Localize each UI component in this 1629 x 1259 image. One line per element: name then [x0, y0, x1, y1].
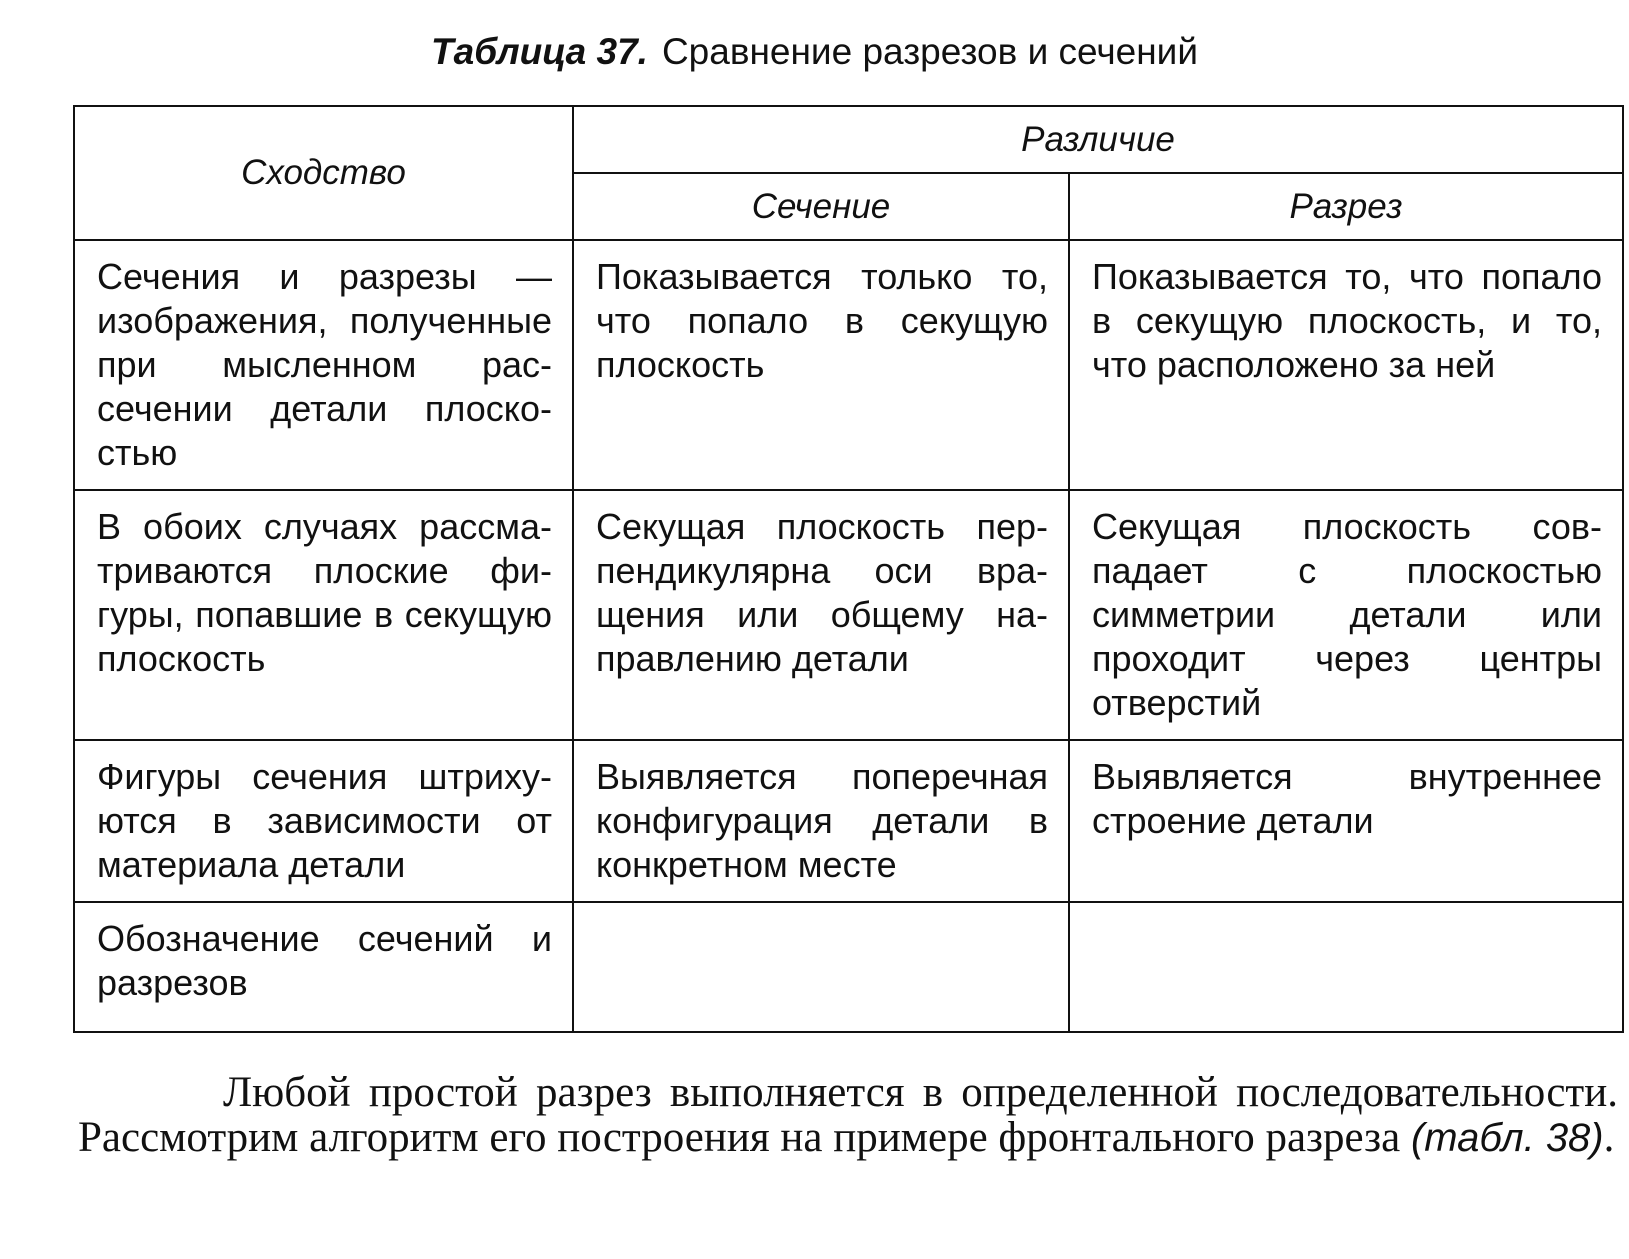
cell-cut: Показывается то, что попало в секущую плоскость, и то, что расположено за ней: [1069, 240, 1623, 490]
cell-cut: [1069, 902, 1623, 1032]
table-row: [74, 740, 1623, 902]
paragraph-end: .: [1603, 1114, 1615, 1161]
table-caption: [0, 28, 1629, 76]
header-cut: Разрез: [1069, 173, 1623, 240]
cell-section: Показывается только то, что попало в секущую плоскость: [573, 240, 1069, 490]
table-caption-title: Сравнение разрезов и сечений: [661, 31, 1198, 72]
cell-similarity: Сечения и разрезы — изображения, полученные при мысленном рассечении детали плоскостью: [74, 240, 573, 490]
cell-cut: Выявляется внутреннее строение детали: [1069, 740, 1623, 902]
cell-similarity: Обозначение сечений и разрезов: [74, 902, 573, 1032]
header-similarity: Сходство: [74, 106, 573, 240]
cell-section: Секущая плоскость перпендикулярна оси вращения или общему направлению детали: [573, 490, 1069, 740]
table-row: [74, 902, 1623, 1032]
cell-similarity: Фигуры сечения штрихуются в зависимости от материала детали: [74, 740, 573, 902]
table-reference-link: (табл. 38): [1410, 1116, 1604, 1160]
header-section: Сечение: [573, 173, 1069, 240]
paragraph-text: Любой простой разрез выполняется в определенной последовательности. Рассмотрим алгоритм его построения на примере фронтального разреза: [78, 1069, 1618, 1161]
cell-similarity: В обоих случаях рассматриваются плоские фигуры, попавшие в секущую плоскость: [74, 490, 573, 740]
cell-section: [573, 902, 1069, 1032]
cropped-text-fragment: [480, 0, 980, 6]
table-caption-label: Таблица 37.: [431, 31, 648, 72]
body-paragraph: [78, 1070, 1618, 1161]
table-row: [74, 240, 1623, 490]
comparison-table: [73, 105, 1624, 1033]
table-row: [74, 490, 1623, 740]
cell-cut: Секущая плоскость совпадает с плоскостью симметрии детали или проходит через центры отверстий: [1069, 490, 1623, 740]
header-difference: Различие: [573, 106, 1623, 173]
cell-section: Выявляется поперечная конфигурация детали в конкретном месте: [573, 740, 1069, 902]
